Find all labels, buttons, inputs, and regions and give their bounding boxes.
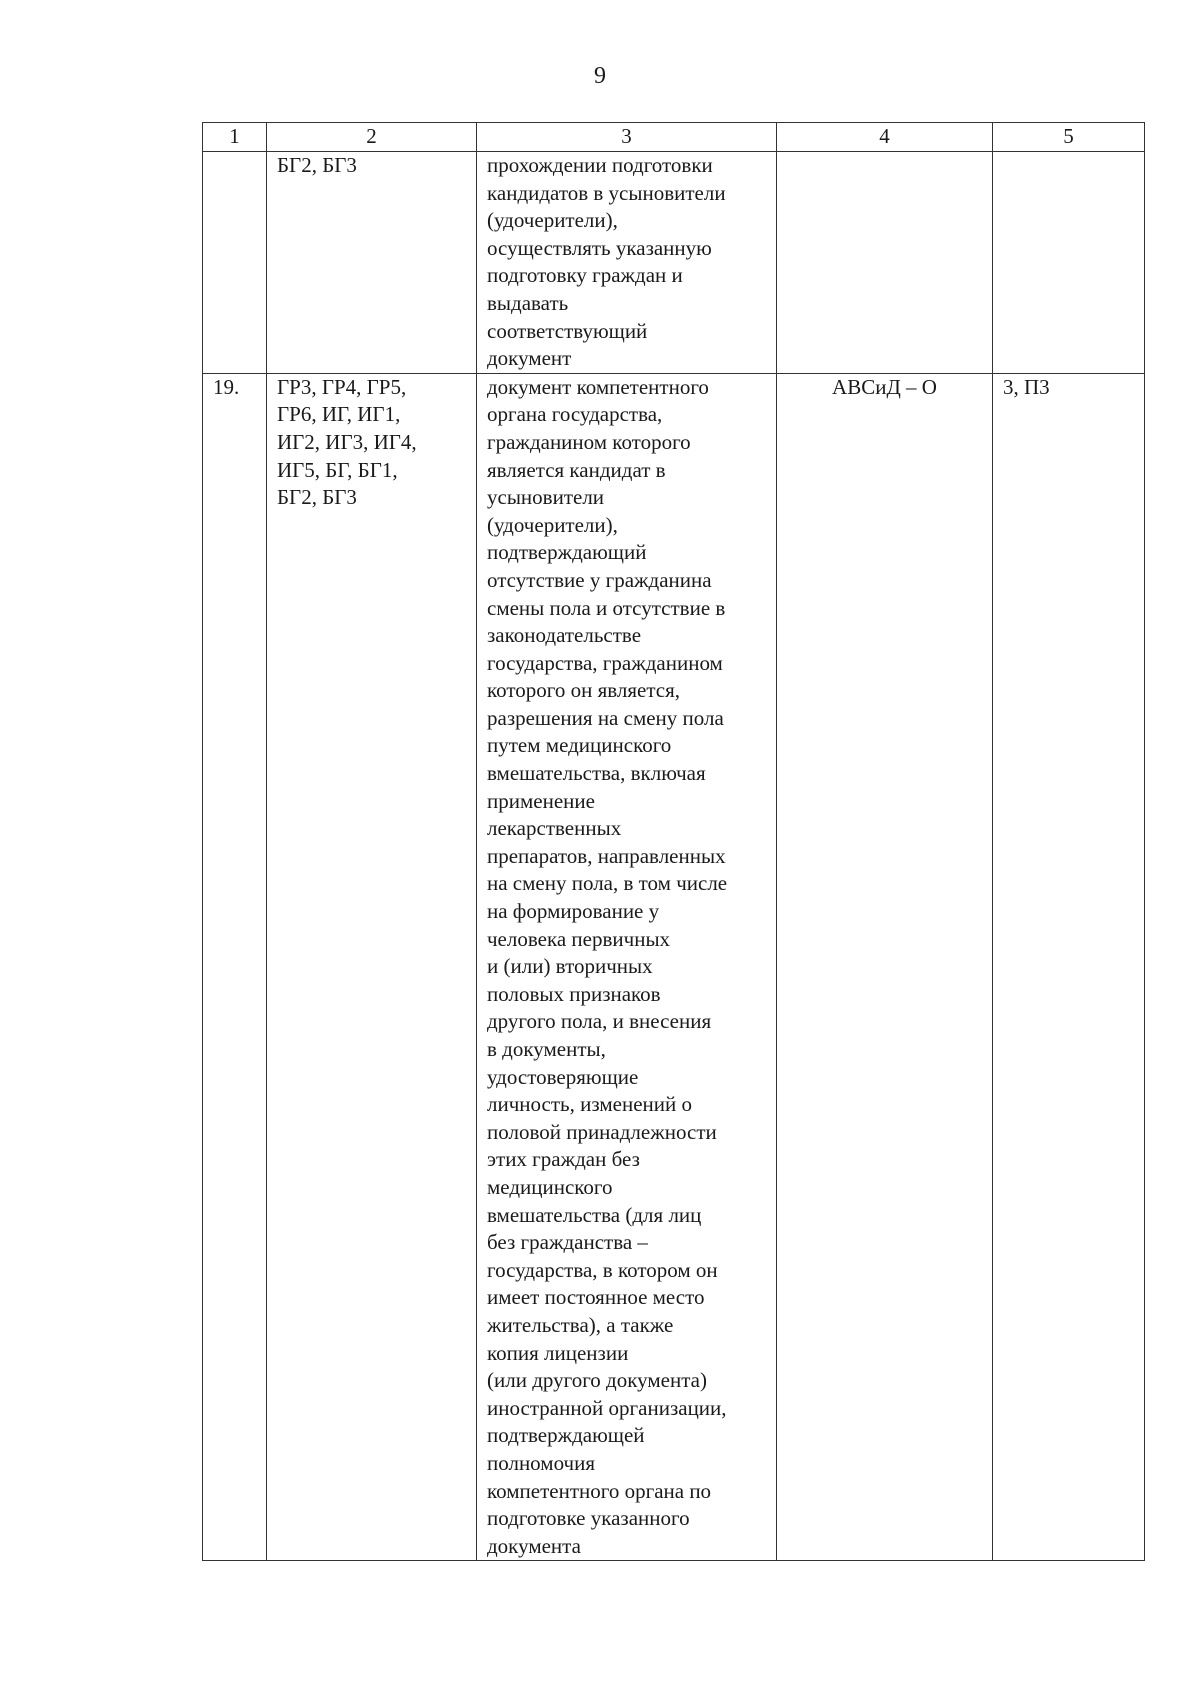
cell-text-line: подтверждающей — [487, 1423, 645, 1448]
cell-text-line: применение — [487, 788, 595, 813]
category-codes-cell — [267, 373, 477, 1561]
cell-text-line: в документы, — [487, 1037, 606, 1061]
cell-text-line: другого пола, и внесения — [487, 1009, 712, 1034]
column-header-4: 4 — [777, 123, 993, 152]
row-number-cell — [203, 152, 267, 374]
cell-text-line: разрешения на смену пола — [487, 705, 724, 730]
document-description-cell — [477, 152, 777, 374]
cell-text-line: (удочерители), — [487, 512, 618, 537]
cell-text-line: прохождении подготовки — [487, 153, 713, 177]
table-row — [203, 152, 1145, 374]
cell-text-line: соответствующий — [487, 318, 648, 343]
cell-text-line: иностранной организации, — [487, 1395, 727, 1420]
cell-text-line: БГ2, БГ3 — [277, 485, 357, 510]
cell-text: АВСиД – О — [832, 374, 937, 399]
cell-text-line: копия лицензии — [487, 1340, 629, 1365]
cell-text-line: подготовку граждан и — [487, 263, 683, 288]
cell-text-line: (удочерители), — [487, 208, 618, 233]
table-header-row — [203, 123, 1145, 152]
cell-text-line: медицинского — [487, 1174, 613, 1199]
cell-text-line: путем медицинского — [487, 733, 672, 758]
cell-text-line: (или другого документа) — [487, 1368, 707, 1393]
cell-text-line: выдавать — [487, 290, 569, 315]
cell-text-line: подготовке указанного — [487, 1506, 690, 1531]
cell-text-line: государства, гражданином — [487, 650, 723, 675]
cell-text-line: которого он является, — [487, 678, 681, 703]
cell-text-line: кандидатов в усыновители — [487, 180, 726, 205]
cell-text-line: усыновители — [487, 485, 605, 510]
cell-text-line: и (или) вторичных — [487, 954, 653, 979]
cell-text-line: компетентного органа по — [487, 1478, 712, 1503]
cell-text-line: на формирование у — [487, 899, 660, 924]
cell-text-line: документ компетентного — [487, 374, 709, 399]
table-row — [203, 373, 1145, 1561]
cell-text-line: гражданином которого — [487, 429, 691, 454]
notes-cell — [993, 373, 1145, 1561]
cell-text-line: законодательстве — [487, 623, 642, 648]
abbreviation-cell — [777, 373, 993, 1561]
cell-text-line: личность, изменений о — [487, 1092, 692, 1117]
abbreviation-cell — [777, 152, 993, 374]
cell-text-line: лекарственных — [487, 816, 622, 841]
cell-text: 19. — [213, 374, 240, 399]
cell-text-line: вмешательства (для лиц — [487, 1202, 702, 1227]
column-header-5: 5 — [993, 123, 1145, 152]
cell-text-line: смены пола и отсутствие в — [487, 595, 726, 620]
cell-text-line: ГР3, ГР4, ГР5, — [277, 374, 407, 399]
cell-text-line: органа государства, — [487, 402, 663, 427]
cell-text-line: ИГ5, БГ, БГ1, — [277, 457, 398, 482]
cell-text-line: государства, в котором он — [487, 1257, 718, 1282]
cell-text-line: без гражданства – — [487, 1230, 648, 1255]
cell-text-line: на смену пола, в том числе — [487, 871, 728, 896]
cell-text-line: половой принадлежности — [487, 1119, 717, 1144]
cell-text-line: жительства), а также — [487, 1312, 674, 1337]
cell-text-line: документа — [487, 1533, 581, 1558]
cell-text-line: ИГ2, ИГ3, ИГ4, — [277, 429, 417, 454]
cell-text: 3, П3 — [1003, 374, 1050, 399]
row-number-cell — [203, 373, 267, 1561]
cell-text-line: человека первичных — [487, 926, 671, 951]
cell-text-line: осуществлять указанную — [487, 235, 712, 260]
cell-text-line: полномочия — [487, 1450, 595, 1475]
column-header-1: 1 — [203, 123, 267, 152]
cell-text-line: ГР6, ИГ, ИГ1, — [277, 402, 401, 427]
document-table — [202, 122, 1145, 1561]
cell-text-line: БГ2, БГ3 — [277, 153, 357, 177]
cell-text-line: отсутствие у гражданина — [487, 567, 712, 592]
cell-text-line: этих граждан без — [487, 1147, 640, 1172]
cell-text-line: препаратов, направленных — [487, 843, 726, 868]
notes-cell — [993, 152, 1145, 374]
page-number: 9 — [594, 63, 606, 89]
cell-text-line: удостоверяющие — [487, 1064, 639, 1089]
column-header-2: 2 — [267, 123, 477, 152]
cell-text-line: документ — [487, 346, 572, 371]
cell-text-line: является кандидат в — [487, 457, 666, 482]
cell-text-line: вмешательства, включая — [487, 761, 706, 786]
category-codes-cell — [267, 152, 477, 374]
cell-text-line: половых признаков — [487, 981, 661, 1006]
column-header-3: 3 — [477, 123, 777, 152]
document-description-cell — [477, 373, 777, 1561]
cell-text-line: подтверждающий — [487, 540, 647, 565]
cell-text-line: имеет постоянное место — [487, 1285, 705, 1310]
